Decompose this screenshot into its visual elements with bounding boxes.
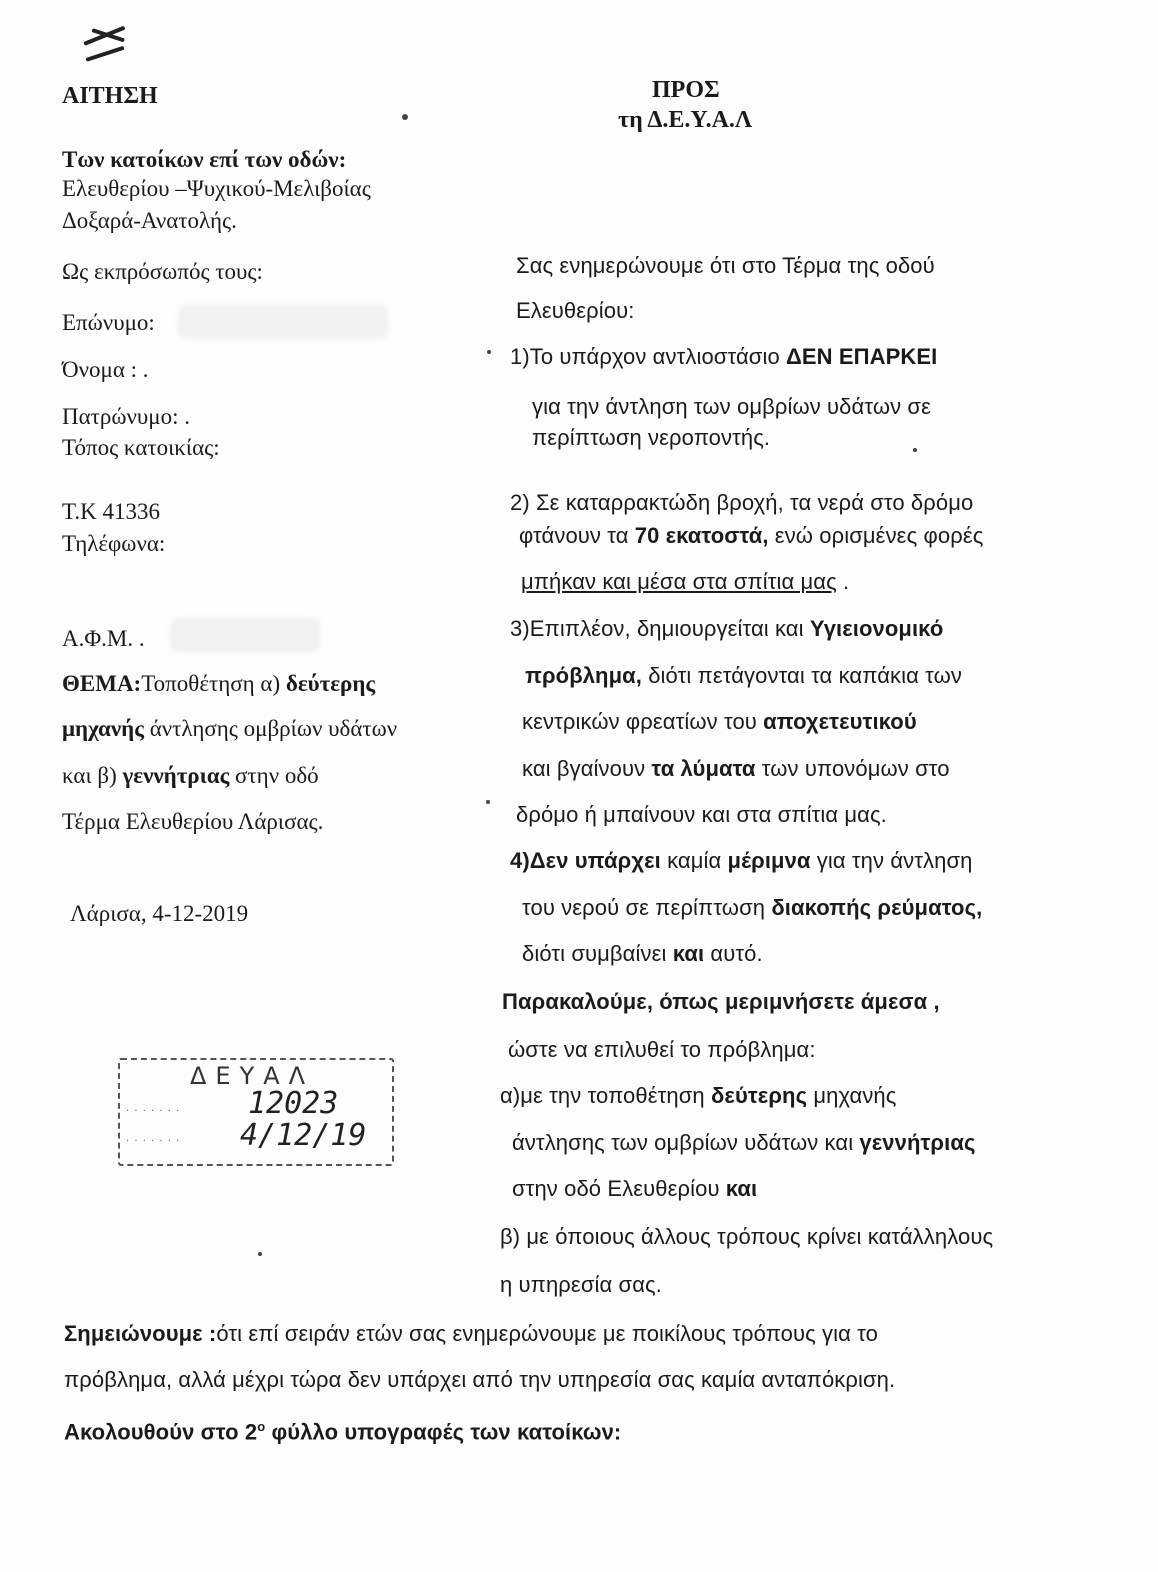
subject-bold: δεύτερης bbox=[285, 671, 376, 696]
text: ότι επί σειράν ετών σας ενημερώνουμε με ποικίλους τρόπους για το bbox=[216, 1321, 878, 1346]
scan-speck bbox=[913, 448, 917, 452]
text: των υπονόμων στο bbox=[755, 756, 950, 781]
bold-text: ΔΕΝ ΕΠΑΡΚΕΙ bbox=[786, 344, 938, 369]
text: 3)Επιπλέον, δημιουργείται και bbox=[510, 616, 810, 641]
subject-bold: μηχανής bbox=[62, 716, 144, 741]
text: καμία bbox=[660, 848, 728, 873]
scan-speck bbox=[486, 800, 490, 804]
scan-speck bbox=[258, 1252, 262, 1256]
afm-field: Α.Φ.Μ. . bbox=[62, 626, 145, 651]
point-4-line-1 bbox=[510, 847, 973, 875]
point-4-line-3 bbox=[522, 940, 763, 968]
point-3-line-2 bbox=[525, 662, 962, 690]
subject-text: άντλησης ομβρίων υδάτων bbox=[143, 716, 398, 741]
point-2-line-2 bbox=[519, 522, 983, 550]
text: ενώ ορισμένες φορές bbox=[768, 523, 984, 548]
point-3-line-5: δρόμο ή μπαίνουν και στα σπίτια μας. bbox=[516, 802, 887, 827]
option-b-line-1: β) με όποιους άλλους τρόπους κρίνει κατάλληλους bbox=[500, 1224, 994, 1249]
point-3-line-1 bbox=[510, 615, 943, 643]
text: φύλλο υπογραφές των κατοίκων: bbox=[265, 1419, 622, 1445]
bold-text: 70 εκατοστά, bbox=[634, 523, 769, 548]
text: Ακολουθούν στο 2 bbox=[64, 1419, 258, 1445]
text: στην οδό Ελευθερίου bbox=[512, 1176, 726, 1201]
to-heading: ΠΡΟΣ bbox=[652, 77, 720, 103]
note-label: Σημειώνουμε : bbox=[64, 1321, 217, 1346]
fathers-name-field: Πατρώνυμο: . bbox=[62, 404, 191, 429]
superscript: ο bbox=[257, 1419, 266, 1434]
note-line-2: πρόβλημα, αλλά μέχρι τώρα δεν υπάρχει από την υπηρεσία σας καμία ανταπόκριση. bbox=[64, 1367, 896, 1392]
subject-line-1 bbox=[62, 670, 375, 698]
bold-text: δεύτερης bbox=[710, 1083, 808, 1108]
intro-line-2: Ελευθερίου: bbox=[516, 298, 635, 323]
underlined-text: μπήκαν και μέσα στα σπίτια μας bbox=[521, 569, 837, 594]
subject-text: και β) bbox=[62, 763, 123, 788]
point-1-line-3: περίπτωση νεροποντής. bbox=[532, 425, 771, 450]
recipient: τη Δ.Ε.Υ.Α.Λ bbox=[618, 107, 753, 133]
stamp-title: ΔΕΥΑΛ bbox=[190, 1062, 315, 1090]
reception-stamp bbox=[118, 1058, 394, 1166]
surname-field: Επώνυμο: bbox=[62, 310, 155, 335]
subject-text: Τοποθέτηση α) bbox=[141, 671, 286, 696]
text: α)με την τοποθέτηση bbox=[500, 1083, 711, 1108]
bold-text: και bbox=[672, 941, 705, 966]
note-line-1 bbox=[64, 1320, 878, 1348]
subject-label: ΘΕΜΑ: bbox=[62, 671, 142, 696]
point-1-line-1 bbox=[510, 343, 937, 371]
request-line-1: Παρακαλούμε, όπως μεριμνήσετε άμεσα , bbox=[502, 989, 940, 1014]
name-field: Όνομα : . bbox=[62, 357, 149, 382]
handwritten-mark bbox=[85, 46, 124, 62]
place-date: Λάρισα, 4-12-2019 bbox=[70, 901, 249, 926]
phones-field: Τηλέφωνα: bbox=[62, 531, 166, 556]
streets-line-2: Δοξαρά-Ανατολής. bbox=[62, 208, 237, 233]
residence-field: Τόπος κατοικίας: bbox=[62, 435, 220, 460]
bold-text: αποχετευτικού bbox=[763, 709, 917, 734]
stamp-label: · · · · · · · bbox=[126, 1136, 181, 1147]
postal-code: Τ.Κ 41336 bbox=[62, 499, 160, 524]
redaction-surname bbox=[178, 305, 388, 339]
text: μηχανής bbox=[807, 1083, 897, 1108]
option-b-line-2: η υπηρεσία σας. bbox=[500, 1272, 662, 1297]
text: αυτό. bbox=[704, 941, 763, 966]
redaction-afm bbox=[170, 618, 320, 652]
streets-line-1: Ελευθερίου –Ψυχικού-Μελιβοίας bbox=[62, 176, 371, 201]
request-line-2: ώστε να επιλυθεί το πρόβλημα: bbox=[508, 1037, 816, 1062]
subject-line-2 bbox=[62, 715, 397, 743]
bold-text: μέριμνα bbox=[727, 848, 811, 873]
signatures-line bbox=[64, 1413, 621, 1446]
text: για την άντληση bbox=[810, 848, 973, 873]
point-4-line-2 bbox=[522, 894, 982, 922]
option-a-line-3 bbox=[512, 1175, 757, 1203]
subject-text: στην οδό bbox=[229, 763, 319, 788]
text: άντλησης των ομβρίων υδάτων και bbox=[512, 1130, 860, 1155]
option-a-line-1 bbox=[500, 1082, 896, 1110]
bold-text: πρόβλημα, bbox=[525, 663, 642, 688]
text: του νερού σε περίπτωση bbox=[522, 895, 772, 920]
subject-line-3 bbox=[62, 762, 319, 790]
stamp-number: 12023 bbox=[248, 1086, 339, 1121]
subject-bold: γεννήτριας bbox=[122, 763, 230, 788]
point-1-line-2: για την άντληση των ομβρίων υδάτων σε bbox=[532, 394, 932, 419]
text: διότι συμβαίνει bbox=[522, 941, 673, 966]
bold-text: τα λύματα bbox=[651, 756, 756, 781]
point-2-line-1: 2) Σε καταρρακτώδη βροχή, τα νερά στο δρόμο bbox=[510, 490, 974, 515]
point-2-line-3 bbox=[521, 568, 849, 596]
text: κεντρικών φρεατίων του bbox=[522, 709, 764, 734]
text: και βγαίνουν bbox=[522, 756, 652, 781]
bold-text: διακοπής ρεύματος, bbox=[771, 895, 983, 920]
stamp-date: 4/12/19 bbox=[240, 1118, 367, 1153]
text: φτάνουν τα bbox=[519, 523, 635, 548]
bold-text: Υγιειονομικό bbox=[809, 616, 944, 641]
scan-speck bbox=[402, 114, 408, 120]
scan-speck bbox=[487, 350, 491, 354]
intro-line-1: Σας ενημερώνουμε ότι στο Τέρμα της οδού bbox=[516, 253, 935, 278]
option-a-line-2 bbox=[512, 1129, 976, 1157]
bold-text: 4)Δεν υπάρχει bbox=[510, 848, 661, 873]
subject-line-4: Τέρμα Ελευθερίου Λάρισας. bbox=[62, 809, 324, 834]
bold-text: γεννήτριας bbox=[859, 1130, 976, 1155]
text: διότι πετάγονται τα καπάκια των bbox=[642, 663, 962, 688]
document-heading: ΑΙΤΗΣΗ bbox=[62, 83, 158, 109]
point-3-line-3 bbox=[522, 708, 917, 736]
text: . bbox=[836, 569, 850, 594]
representative-label: Ως εκπρόσωπός τους: bbox=[62, 259, 263, 284]
residents-label: Των κατοίκων επί των οδών: bbox=[62, 147, 347, 172]
text: 1)Το υπάρχον αντλιοστάσιο bbox=[510, 344, 786, 369]
bold-text: και bbox=[725, 1176, 758, 1201]
stamp-label: · · · · · · · bbox=[126, 1106, 181, 1117]
point-3-line-4 bbox=[522, 755, 950, 783]
